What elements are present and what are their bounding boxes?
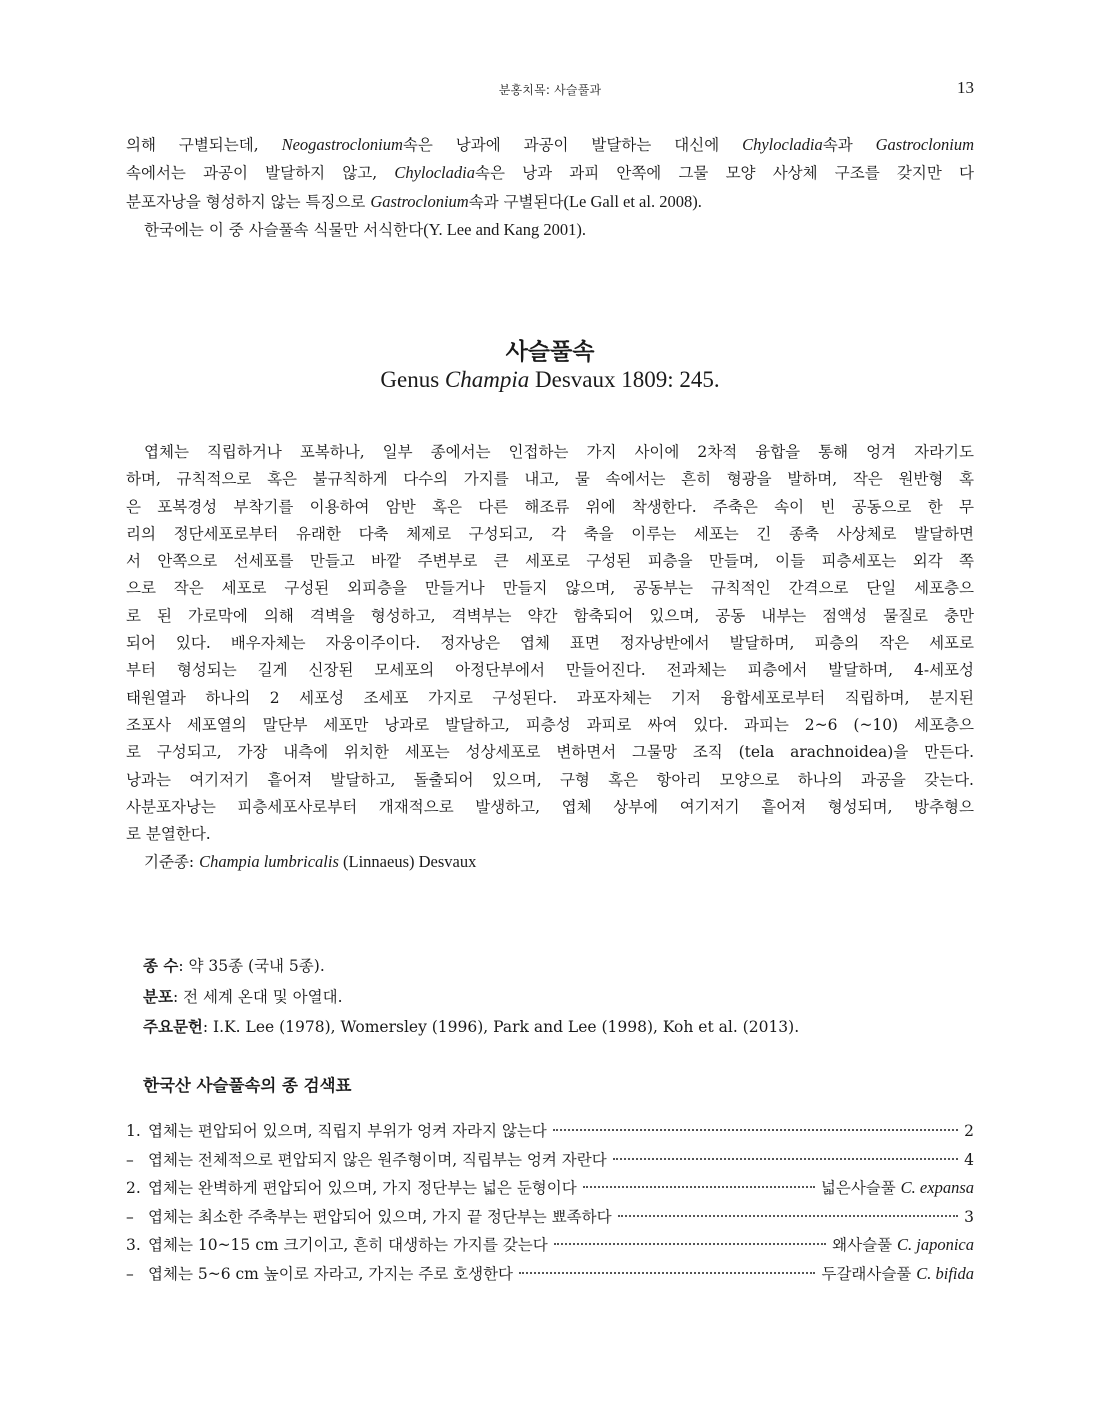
key-row <box>126 1233 974 1262</box>
description-line: 사분포자낭는 피층세포사로부터 개재적으로 발생하고, 엽체 상부에 여기저기 흩어져 형성되며, 방추형으 <box>126 797 974 816</box>
intro-paragraph <box>126 131 974 244</box>
leader-dots <box>583 1186 815 1188</box>
leader-dots <box>553 1129 958 1131</box>
genus-description <box>126 439 974 877</box>
intro-line: 한국에는 이 중 사슬풀속 식물만 서식한다(Y. Lee and Kang 2001). <box>144 219 587 239</box>
species-key <box>126 1119 974 1290</box>
description-line: 엽체는 직립하거나 포복하나, 일부 종에서는 인접하는 가지 사이에 2차적 융합을 통해 엉겨 자라기도 <box>144 443 974 461</box>
key-result: 두갈래사슬풀 C. bifida <box>821 1263 974 1283</box>
key-number: 3. <box>126 1236 141 1254</box>
description-line: 되어 있다. 배우자체는 자웅이주이다. 정자낭은 엽체 표면 정자낭반에서 발달하며, 피층의 작은 세포로 <box>126 634 974 653</box>
key-text: 엽체는 최소한 주축부는 편압되어 있으며, 가지 끝 정단부는 뾰족하다 <box>148 1207 612 1226</box>
references-line: 주요문헌: I.K. Lee (1978), Womersley (1996), Park and Lee (1998), Koh et al. (2013). <box>143 1017 800 1036</box>
key-text: 엽체는 전체적으로 편압되지 않은 원주형이며, 직립부는 엉켜 자란다 <box>148 1150 607 1169</box>
key-number: – <box>126 1264 134 1283</box>
description-line: 로 분열한다. <box>126 825 211 844</box>
description-line: 로 된 가로막에 의해 격벽을 형성하고, 격벽부는 약간 함축되어 있으며, 공동 내부는 점액성 물질로 충만 <box>126 606 974 625</box>
description-line: 서 안쪽으로 선세포를 만들고 바깥 주변부로 큰 세포로 구성된 피층을 만들며, 이들 피층세포는 외각 쪽 <box>126 552 974 571</box>
leader-dots <box>554 1243 826 1245</box>
key-result: 왜사슬풀 C. japonica <box>832 1235 974 1254</box>
description-line: 리의 정단세포로부터 유래한 다축 체제로 구성되고, 각 축을 이루는 세포는 긴 종축 사상체로 발달하면 <box>126 524 974 543</box>
key-number: 2. <box>126 1179 141 1197</box>
key-row <box>126 1262 974 1291</box>
genus-info <box>143 951 799 1043</box>
description-line: 으로 작은 세포로 구성된 외피층을 만들거나 만들지 않으며, 공동부는 규칙적인 간격으로 단일 세포층으 <box>126 579 974 598</box>
intro-line: 의해 구별되는데, Neogastroclonium속은 낭과에 과공이 발달하는 대신에 Chylocladia속과 Gastroclonium <box>126 135 974 154</box>
genus-title-korean: 사슬풀속 <box>505 338 595 365</box>
intro-line: 분포자낭을 형성하지 않는 특징으로 Gastroclonium속과 구별된다(Le Gall et al. 2008). <box>126 191 702 211</box>
key-row <box>126 1205 974 1234</box>
key-text: 엽체는 5~6 cm 높이로 자라고, 가지는 주로 호생한다 <box>148 1264 514 1283</box>
description-line: 하며, 규칙적으로 혹은 불규칙하게 다수의 가지를 내고, 물 속에서는 흔히 형광을 발하며, 작은 원반형 혹 <box>126 470 974 489</box>
leader-dots <box>618 1215 959 1217</box>
page-number: 13 <box>957 78 974 97</box>
key-number: 1. <box>126 1122 141 1140</box>
running-header <box>126 78 974 100</box>
leader-dots <box>519 1272 815 1274</box>
key-result: 2 <box>964 1122 974 1140</box>
type-species-line: 기준종: Champia lumbricalis (Linnaeus) Desvaux <box>144 852 477 872</box>
key-title: 한국산 사슬풀속의 종 검색표 <box>143 1076 352 1095</box>
description-line: 낭과는 여기저기 흩어져 발달하고, 돌출되어 있으며, 구형 혹은 항아리 모양으로 하나의 과공을 갖는다. <box>126 770 974 789</box>
description-line: 조포사 세포열의 말단부 세포만 낭과로 발달하고, 피층성 과피로 싸여 있다. 과피는 2~6 (~10) 세포층으 <box>126 715 974 734</box>
key-text: 엽체는 편압되어 있으며, 직립지 부위가 엉켜 자라지 않는다 <box>148 1122 547 1140</box>
key-row <box>126 1148 974 1177</box>
running-title: 분홍치목: 사슬풀과 <box>498 83 602 97</box>
key-result: 4 <box>964 1150 974 1169</box>
key-result: 3 <box>964 1207 974 1226</box>
genus-title-latin: Genus Champia Desvaux 1809: 245. <box>380 367 720 392</box>
intro-line: 속에서는 과공이 발달하지 않고, Chylocladia속은 낭과 과피 안쪽에 그물 모양 사상체 구조를 갖지만 다 <box>126 163 974 183</box>
distribution-line: 분포: 전 세계 온대 및 아열대. <box>143 986 343 1006</box>
species-count-line: 종 수: 약 35종 (국내 5종). <box>143 956 325 975</box>
description-line: 로 구성되고, 가장 내측에 위치한 세포는 성상세포로 변하면서 그물망 조직 (tela arachnoidea)을 만든다. <box>126 743 974 762</box>
key-result: 넓은사슬풀 C. expansa <box>820 1178 974 1197</box>
key-row <box>126 1119 974 1148</box>
key-number: – <box>126 1150 134 1169</box>
description-line: 부터 형성되는 길게 신장된 모세포의 아정단부에서 만들어진다. 전과체는 피층에서 발달하며, 4-세포성 <box>126 661 974 680</box>
key-number: – <box>126 1207 134 1226</box>
description-line: 태원열과 하나의 2 세포성 조세포 가지로 구성된다. 과포자체는 기저 융합세포로부터 직립하며, 분지된 <box>126 688 974 707</box>
key-text: 엽체는 10~15 cm 크기이고, 흔히 대생하는 가지를 갖는다 <box>148 1236 548 1254</box>
description-line: 은 포복경성 부착기를 이용하여 암반 혹은 다른 해조류 위에 착생한다. 주축은 속이 빈 공동으로 한 무 <box>126 497 974 516</box>
key-text: 엽체는 완벽하게 편압되어 있으며, 가지 정단부는 넓은 둔형이다 <box>148 1179 577 1197</box>
leader-dots <box>613 1158 958 1160</box>
key-row <box>126 1176 974 1205</box>
